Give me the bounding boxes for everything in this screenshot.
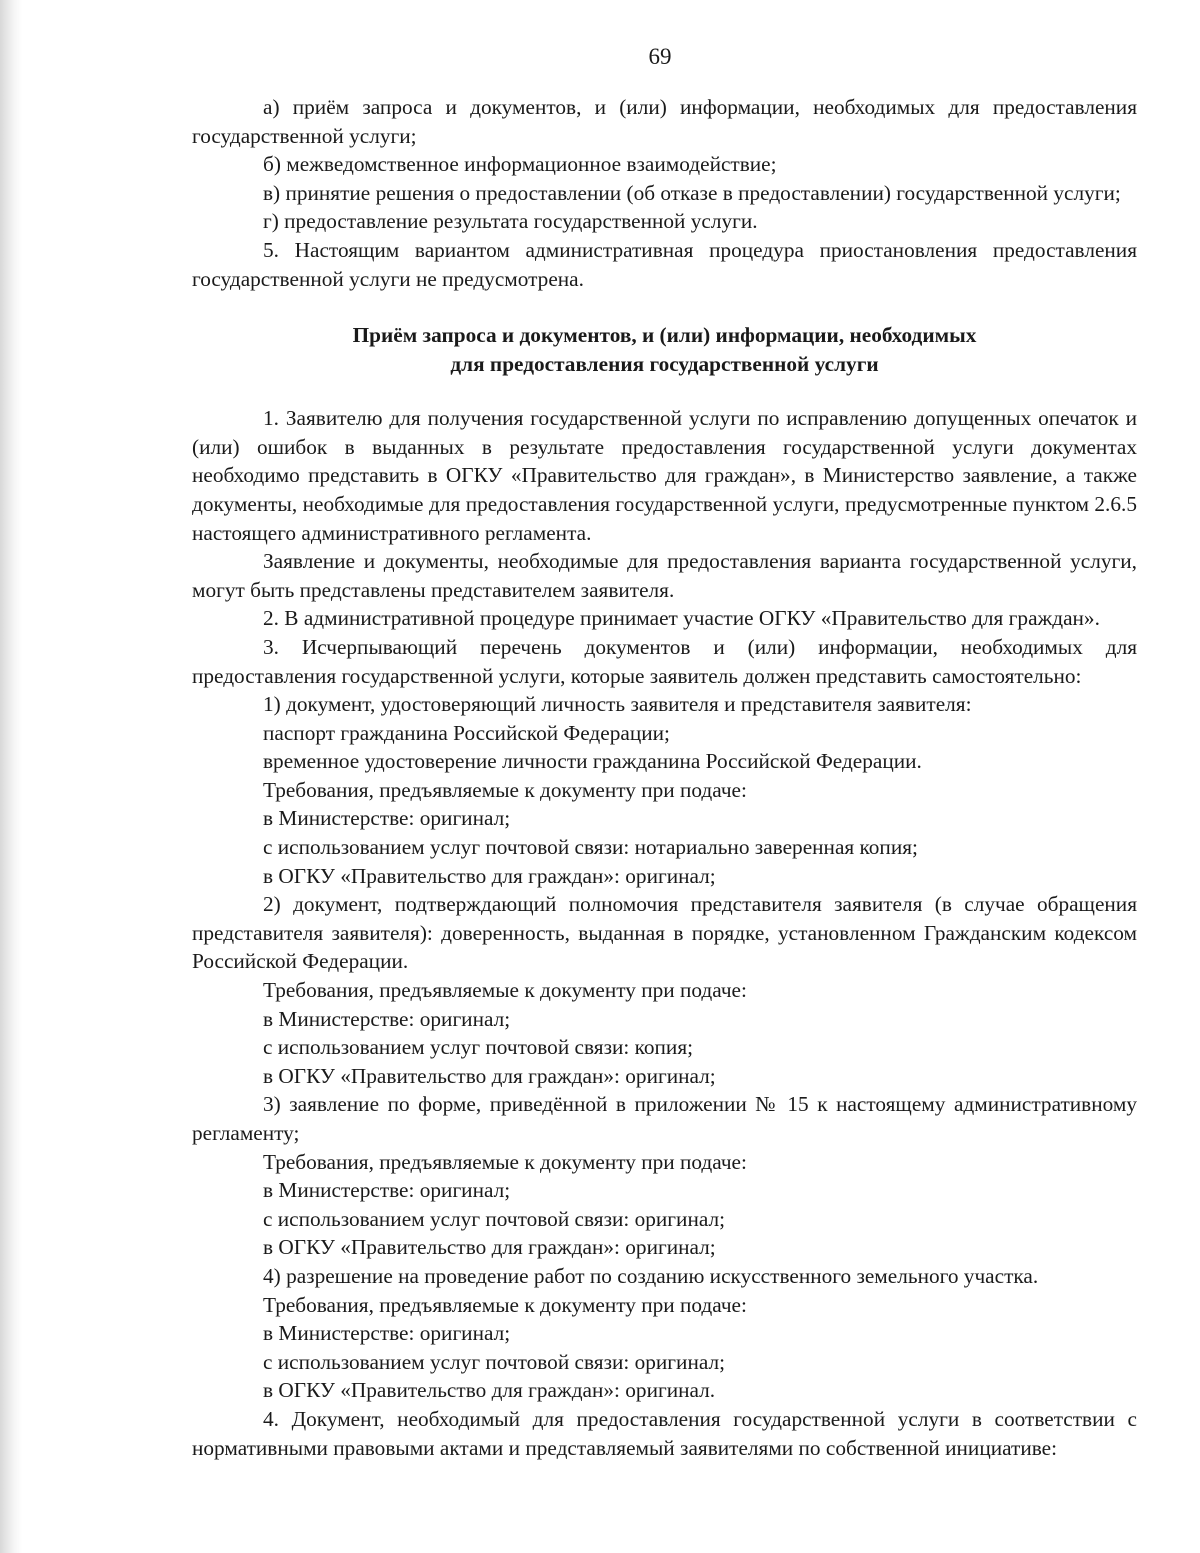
list-item: в ОГКУ «Правительство для граждан»: оригинал; — [263, 863, 716, 888]
list-item: в Министерстве: оригинал; — [263, 1006, 511, 1031]
paragraph: 1. Заявителю для получения государственной услуги по исправлению допущенных опечаток и (или) ошибок в выданных в результате предоставления государственной услуги документах необходимо представить в ОГКУ «Правительство для граждан», в Министерство заявление, а также документы, необходимые для предоставления государственной услуги, предусмотренные пунктом 2.6.5 настоящего административного регламента. — [192, 406, 1137, 545]
list-item: 4) разрешение на проведение работ по созданию искусственного земельного участка. — [263, 1263, 1039, 1288]
list-item: Требования, предъявляемые к документу при подаче: — [263, 1149, 747, 1174]
paragraph: б) межведомственное информационное взаимодействие; — [263, 152, 777, 177]
list-item: в ОГКУ «Правительство для граждан»: оригинал. — [263, 1378, 716, 1403]
section-heading-line: Приём запроса и документов, и (или) информации, необходимых — [352, 323, 977, 348]
section-heading — [192, 321, 1137, 379]
list-item: в ОГКУ «Правительство для граждан»: оригинал; — [263, 1235, 716, 1260]
list-item: в Министерстве: оригинал; — [263, 1321, 511, 1346]
document-body — [192, 93, 1137, 1462]
list-item: Требования, предъявляемые к документу при подаче: — [263, 978, 747, 1003]
page-number: 69 — [648, 44, 672, 69]
list-item: Требования, предъявляемые к документу при подаче: — [263, 777, 747, 802]
list-item: в Министерстве: оригинал; — [263, 1178, 511, 1203]
paragraph: в) принятие решения о предоставлении (об отказе в предоставлении) государственной услуги; — [263, 180, 1121, 205]
list-item: с использованием услуг почтовой связи: оригинал; — [263, 1206, 726, 1231]
paragraph: 3) заявление по форме, приведённой в приложении № 15 к настоящему административному регламенту; — [192, 1092, 1137, 1145]
paragraph: 2) документ, подтверждающий полномочия представителя заявителя (в случае обращения представителя заявителя): доверенность, выданная в порядке, установленном Гражданским кодексом Российской Федерации. — [192, 892, 1137, 974]
list-item: с использованием услуг почтовой связи: нотариально заверенная копия; — [263, 835, 918, 860]
paragraph: Заявление и документы, необходимые для предоставления варианта государственной услуги, могут быть представлены представителем заявителя. — [192, 549, 1137, 602]
paragraph: 4. Документ, необходимый для предоставления государственной услуги в соответствии с нормативными правовыми актами и представляемый заявителями по собственной инициативе: — [192, 1406, 1137, 1460]
paragraph: 2. В административной процедуре принимает участие ОГКУ «Правительство для граждан». — [263, 606, 1100, 631]
list-item: с использованием услуг почтовой связи: копия; — [263, 1035, 694, 1060]
section-heading-line: для предоставления государственной услуги — [450, 352, 879, 377]
list-item: Требования, предъявляемые к документу при подаче: — [263, 1292, 747, 1317]
list-item: с использованием услуг почтовой связи: оригинал; — [263, 1349, 726, 1374]
list-item: в ОГКУ «Правительство для граждан»: оригинал; — [263, 1063, 716, 1088]
list-item: паспорт гражданина Российской Федерации; — [263, 720, 670, 745]
list-item: 1) документ, удостоверяющий личность заявителя и представителя заявителя: — [263, 692, 972, 717]
paragraph: г) предоставление результата государственной услуги. — [263, 209, 758, 234]
list-item: временное удостоверение личности гражданина Российской Федерации. — [263, 749, 922, 774]
paragraph: 3. Исчерпывающий перечень документов и (или) информации, необходимых для предоставления государственной услуги, которые заявитель должен представить самостоятельно: — [192, 634, 1137, 688]
paragraph: 5. Настоящим вариантом административная процедура приостановления предоставления государственной услуги не предусмотрена. — [192, 237, 1137, 291]
paragraph: а) приём запроса и документов, и (или) информации, необходимых для предоставления государственной услуги; — [192, 95, 1137, 148]
list-item: в Министерстве: оригинал; — [263, 806, 511, 831]
scan-edge-shadow — [0, 0, 22, 1553]
